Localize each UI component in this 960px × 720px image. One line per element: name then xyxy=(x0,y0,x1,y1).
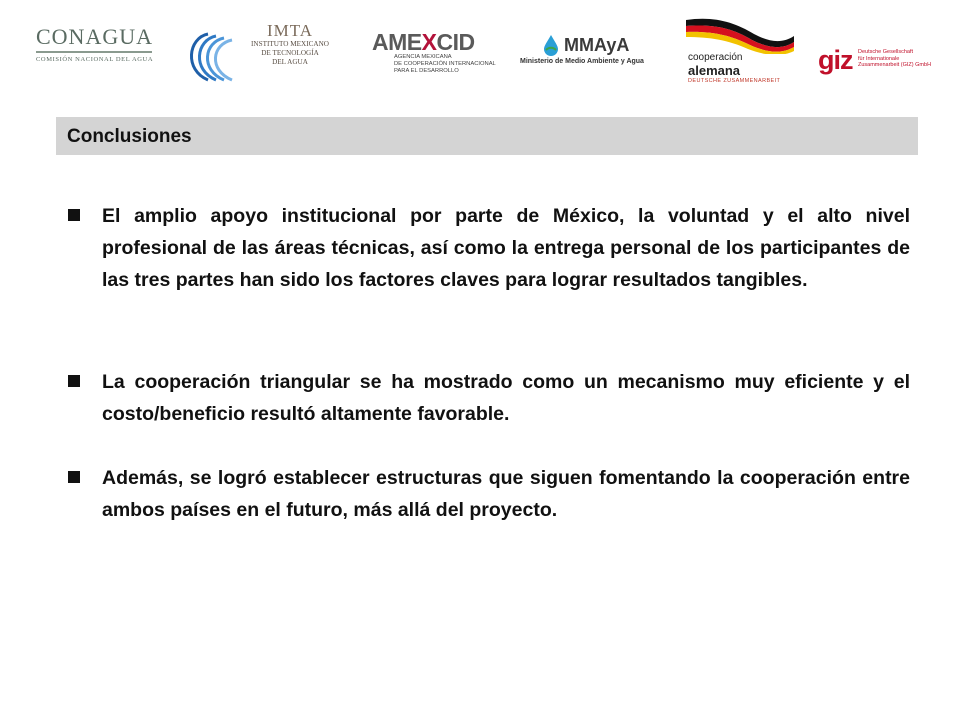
imta-logo xyxy=(178,22,343,92)
list-item xyxy=(68,200,910,296)
amexcid-logo-name: AMEXCID xyxy=(372,29,475,55)
list-item-text: El amplio apoyo institucional por parte de México, la voluntad y el alto nivel profesional de las áreas técnicas, así como la entrega personal de los participantes de las tres partes han sido los factores claves para lograr resultados tangibles. xyxy=(102,205,910,291)
partner-logos-strip xyxy=(0,0,960,100)
conagua-logo-rule xyxy=(36,51,152,53)
amexcid-logo-line: PARA EL DESARROLLO xyxy=(394,68,459,74)
giz-logo-line: Deutsche Gesellschaft xyxy=(858,49,914,55)
conagua-logo xyxy=(36,26,156,63)
imta-logo-line: INSTITUTO MEXICANO xyxy=(251,40,329,48)
list-item-text: La cooperación triangular se ha mostrado como un mecanismo muy eficiente y el costo/beneficio resultó altamente favorable. xyxy=(102,371,910,425)
section-title: Conclusiones xyxy=(67,126,192,147)
list-item-text: Además, se logró establecer estructuras que siguen fomentando la cooperación entre ambos países en el futuro, más allá del proyecto. xyxy=(102,467,910,521)
imta-logo-line: DEL AGUA xyxy=(272,58,308,66)
giz-logo xyxy=(818,46,938,80)
cooperacion-alemana-logo xyxy=(684,14,796,92)
imta-logo-line: DE TECNOLOGÍA xyxy=(261,49,319,57)
square-bullet-icon xyxy=(68,375,80,387)
list-item xyxy=(68,462,910,526)
giz-logo-line: für Internationale xyxy=(858,55,900,62)
amexcid-logo-line: AGENCIA MEXICANA xyxy=(394,54,452,60)
giz-logo-name: giz xyxy=(818,45,853,75)
giz-logo-line: Zusammenarbeit (GIZ) GmbH xyxy=(858,62,932,68)
conagua-logo-name: CONAGUA xyxy=(36,24,153,49)
mmaya-logo xyxy=(520,34,660,74)
section-heading-band xyxy=(56,117,918,155)
imta-waves-icon xyxy=(178,30,240,86)
cooperacion-alemana-line1: cooperación xyxy=(688,52,743,63)
water-drop-icon xyxy=(542,34,560,56)
mmaya-logo-subtitle: Ministerio de Medio Ambiente y Agua xyxy=(520,58,644,65)
amexcid-logo-line: DE COOPERACIÓN INTERNACIONAL xyxy=(394,61,496,67)
german-flag-wave-icon xyxy=(684,14,796,54)
square-bullet-icon xyxy=(68,209,80,221)
square-bullet-icon xyxy=(68,471,80,483)
mmaya-logo-name: MMAyA xyxy=(564,34,630,55)
list-item xyxy=(68,366,910,430)
imta-logo-name: IMTA xyxy=(266,21,314,40)
conagua-logo-subtitle: COMISIÓN NACIONAL DEL AGUA xyxy=(36,56,154,63)
cooperacion-alemana-line2: alemana xyxy=(688,63,741,78)
amexcid-logo xyxy=(372,30,502,80)
cooperacion-alemana-line3: DEUTSCHE ZUSAMMENARBEIT xyxy=(688,78,781,84)
